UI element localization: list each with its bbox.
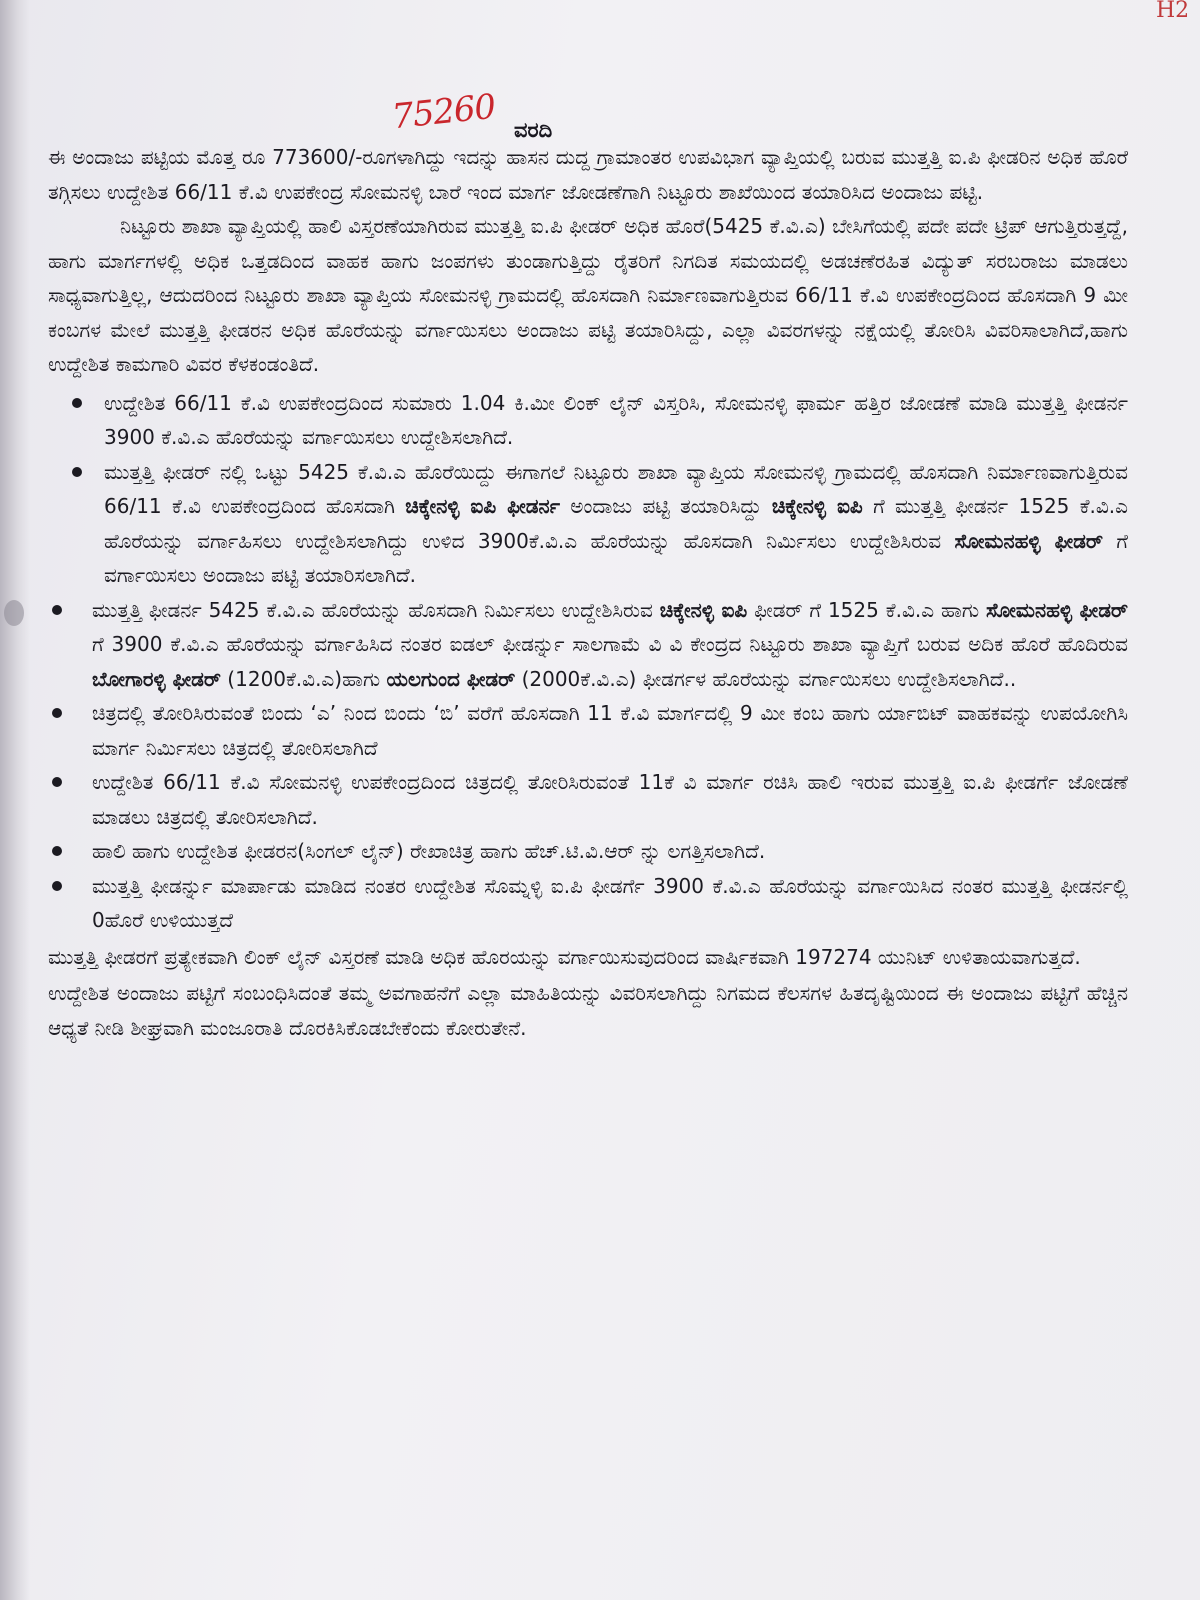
list-item-text: ಉದ್ದೇಶಿತ 66/11 ಕೆ.ವಿ ಸೋಮನಳ್ಳಿ ಉಪಕೇಂದ್ರದಿಂದ ಚಿತ್ರದಲ್ಲಿ ತೋರಿಸಿರುವಂತೆ 11ಕೆ ವಿ ಮಾರ್ಗ ರಚಿಸಿ ಹಾಲಿ ಇರುವ ಮುತ್ತತ್ತಿ ಐ.ಪಿ ಫೀಡರ್ಗೆ ಜೋಡಣೆ ಮಾಡಲು ಚಿತ್ರದಲ್ಲಿ ತೋರಿಸಲಾಗಿದೆ. (92, 770, 1128, 829)
list-item-text: ಮುತ್ತತ್ತಿ ಫೀಡರ್ನ್ನು ಮಾರ್ಪಾಡು ಮಾಡಿದ ನಂತರ ಉದ್ದೇಶಿತ ಸೊಮ್ನಳ್ಳಿ ಐ.ಪಿ ಫೀಡರ್ಗೆ 3900 ಕೆ.ವಿ.ಎ ಹೊರೆಯನ್ನು ವರ್ಗಾಯಿಸಿದ ನಂತರ ಮುತ್ತತ್ತಿ ಫೀಡರ್ನಲ್ಲಿ 0ಹೊರೆ ಉಳಿಯುತ್ತದೆ (92, 873, 1128, 932)
work-details-list (48, 386, 1128, 938)
list-item (48, 386, 1128, 455)
bullet-icon (52, 708, 62, 718)
bullet-icon (52, 777, 62, 787)
list-item-text: (2000ಕೆ.ವಿ.ಎ) ಫೀಡರ್ಗಳ ಹೊರೆಯನ್ನು ವರ್ಗಾಯಿಸಲು ಉದ್ದೇಶಿಸಲಾಗಿದೆ.. (515, 666, 1017, 691)
list-item-text: (1200ಕೆ.ವಿ.ಎ)ಹಾಗು (220, 666, 387, 691)
list-item-text: ಚಿತ್ರದಲ್ಲಿ ತೋರಿಸಿರುವಂತೆ ಬಿಂದು ‘ಎ’ ನಿಂದ ಬಿಂದು ‘ಬಿ’ ವರೆಗೆ ಹೊಸದಾಗಿ 11 ಕೆ.ವಿ ಮಾರ್ಗದಲ್ಲಿ 9 ಮೀ ಕಂಬ ಹಾಗು ರ್ಯಾಬಿಟ್ ವಾಹಕವನ್ನು ಉಪಯೋಗಿಸಿ ಮಾರ್ಗ ನಿರ್ಮಿಸಲು ಚಿತ್ರದಲ್ಲಿ ತೋರಿಸಲಾಗಿದೆ (92, 701, 1128, 760)
document-title: ವರದಿ (514, 118, 553, 142)
bullet-icon (52, 605, 62, 615)
list-item (48, 696, 1128, 765)
list-item-text: ಮುತ್ತತ್ತಿ ಫೀಡರ್ನ 5425 ಕೆ.ವಿ.ಎ ಹೊರೆಯನ್ನು ಹೊಸದಾಗಿ ನಿರ್ಮಿಸಲು ಉದ್ದೇಶಿಸಿರುವ (92, 597, 660, 622)
list-item-text: ಫೀಡರ್ ಗೆ 1525 ಕೆ.ವಿ.ಎ ಹಾಗು (747, 597, 986, 622)
bullet-icon (72, 398, 82, 408)
bold-feeder-name: ಸೋಮನಹಳ್ಳಿ ಫೀಡರ್ (985, 597, 1128, 622)
document-body (48, 140, 1128, 1045)
list-item (48, 869, 1128, 938)
request-paragraph: ಉದ್ದೇಶಿತ ಅಂದಾಜು ಪಟ್ಟಿಗೆ ಸಂಬಂಧಿಸಿದಂತೆ ತಮ್ಮ ಅವಗಾಹನೆಗೆ ಎಲ್ಲಾ ಮಾಹಿತಿಯನ್ನು ವಿವರಿಸಲಾಗಿದ್ದು ನಿಗಮದ ಕೆಲಸಗಳ ಹಿತದೃಷ್ಟಿಯಿಂದ ಈ ಅಂದಾಜು ಪಟ್ಟಿಗೆ ಹೆಚ್ಚಿನ ಆಧ್ಯತೆ ನೀಡಿ ಶೀಘ್ರವಾಗಿ ಮಂಜೂರಾತಿ ದೊರಕಿಸಿಕೊಡಬೇಕೆಂದು ಕೋರುತೇನೆ. (48, 981, 1128, 1040)
punch-hole (4, 600, 24, 626)
list-item (48, 834, 1128, 869)
bold-feeder-name: ಚಿಕ್ಕೇನಳ್ಳಿ ಐಪಿ ಫೀಡರ್ನ (405, 494, 560, 518)
corner-handwritten-mark: H2 (1156, 0, 1190, 23)
list-item-text: ಮುತ್ತತ್ತಿ ಫೀಡರ್ ನಲ್ಲಿ ಒಟ್ಟು 5425 ಕೆ.ವಿ.ಎ ಹೊರೆಯಿದ್ದು ಈಗಾಗಲೆ ನಿಟ್ಟೂರು ಶಾಖಾ ವ್ಯಾಪ್ತಿಯ ಸೋಮನಳ್ಳಿ ಗ್ರಾಮದಲ್ಲಿ ಹೊಸದಾಗಿ ನಿರ್ಮಾಣವಾಗುತ್ತಿರುವ 66/11 ಕೆ.ವಿ ಉಪಕೇಂದ್ರದಿಂದ ಹೊಸದಾಗಿ (104, 459, 1128, 518)
bold-feeder-name: ಚಿಕ್ಕೇನಳ್ಳಿ ಐಪಿ (659, 597, 748, 622)
bullet-icon (72, 467, 82, 477)
list-item-text: ಉದ್ದೇಶಿತ 66/11 ಕೆ.ವಿ ಉಪಕೇಂದ್ರದಿಂದ ಸುಮಾರು 1.04 ಕಿ.ಮೀ ಲಿಂಕ್ ಲೈನ್ ವಿಸ್ತರಿಸಿ, ಸೋಮನಳ್ಳಿ ಫಾರ್ಮ ಹತ್ತಿರ ಜೋಡಣೆ ಮಾಡಿ ಮುತ್ತತ್ತಿ ಫೀಡರ್ನ 3900 ಕೆ.ವಿ.ಎ ಹೊರೆಯನ್ನು ವರ್ಗಾಯಿಸಲು ಉದ್ದೇಶಿಸಲಾಗಿದೆ. (104, 390, 1128, 449)
bold-feeder-name: ಚಿಕ್ಕೇನಳ್ಳಿ ಐಪಿ (771, 494, 863, 518)
list-item (48, 593, 1128, 697)
bullet-icon (52, 846, 62, 856)
list-item-text: ಅಂದಾಜು ಪಟ್ಟಿ ತಯಾರಿಸಿದ್ದು (559, 494, 772, 518)
bold-feeder-name: ಬೋಗಾರಳ್ಳಿ ಫೀಡರ್ (92, 666, 221, 691)
list-item-text: ಗೆ ವರ್ಗಾಯಿಸಲು ಅಂದಾಜು ಪಟ್ಟಿ ತಯಾರಿಸಲಾಗಿದೆ. (104, 528, 1128, 587)
list-item (48, 765, 1128, 834)
savings-paragraph: ಮುತ್ತತ್ತಿ ಫೀಡರಗೆ ಪ್ರತ್ಯೇಕವಾಗಿ ಲಿಂಕ್ ಲೈನ್ ವಿಸ್ತರಣೆ ಮಾಡಿ ಅಧಿಕ ಹೊರಯನ್ನು ವರ್ಗಾಯಿಸುವುದರಿಂದ ವಾರ್ಷಿಕವಾಗಿ 197274 ಯುನಿಟ್ ಉಳಿತಾಯವಾಗುತ್ತದೆ. (48, 944, 1081, 969)
bullet-icon (52, 881, 62, 891)
list-item-text: ಗೆ 3900 ಕೆ.ವಿ.ಎ ಹೊರೆಯನ್ನು ವರ್ಗಾಹಿಸಿದ ನಂತರ ಐಡಲ್ ಫೀಡರ್ನ್ನು ಸಾಲಗಾಮೆ ವಿ ವಿ ಕೇಂದ್ರದ ನಿಟ್ಟೂರು ಶಾಖಾ ವ್ಯಾಪ್ತಿಗೆ ಬರುವ ಅದಿಕ ಹೊರೆ ಹೊದಿರುವ (92, 632, 1128, 656)
handwritten-reference-number: 75260 (390, 86, 497, 138)
intro-paragraph: ಈ ಅಂದಾಜು ಪಟ್ಟಿಯ ಮೊತ್ತ ರೂ 773600/-ರೂಗಳಾಗಿದ್ದು ಇದನ್ನು ಹಾಸನ ದುದ್ದ ಗ್ರಾಮಾಂತರ ಉಪವಿಭಾಗ ವ್ಯಾಪ್ತಿಯಲ್ಲಿ ಬರುವ ಮುತ್ತತ್ತಿ ಐ.ಪಿ ಫೀಡರಿನ ಅಧಿಕ ಹೊರೆ ತಗ್ಗಿಸಲು ಉದ್ದೇಶಿತ 66/11 ಕೆ.ವಿ ಉಪಕೇಂದ್ರ ಸೋಮನಳ್ಳಿ ಬಾರೆ ಇಂದ ಮಾರ್ಗ ಜೋಡಣೆಗಾಗಿ ನಿಟ್ಟೂರು ಶಾಖೆಯಿಂದ ತಯಾರಿಸಿದ ಅಂದಾಜು ಪಟ್ಟಿ. (48, 145, 1128, 204)
list-item-text: ಗೆ ಮುತ್ತತ್ತಿ ಫೀಡರ್ನ 1525 ಕೆ.ವಿ.ಎ ಹೊರೆಯನ್ನು ವರ್ಗಾಹಿಸಲು ಉದ್ದೇಶಿಸಲಾಗಿದ್ದು ಉಳಿದ 3900ಕೆ.ವಿ.ಎ ಹೊರೆಯನ್ನು ಹೊಸದಾಗಿ ನಿರ್ಮಿಸಲು ಉದ್ದೇಶಿಸಿರುವ (104, 494, 1128, 553)
list-item-text: ಹಾಲಿ ಹಾಗು ಉದ್ದೇಶಿತ ಫೀಡರನ(ಸಿಂಗಲ್ ಲೈನ್) ರೇಖಾಚಿತ್ರ ಹಾಗು ಹೆಚ್.ಟಿ.ವಿ.ಆರ್ ನ್ನು ಲಗತ್ತಿಸಲಾಗಿದೆ. (92, 839, 766, 863)
page-edge-shadow (0, 0, 30, 1600)
bold-feeder-name: ಯಲಗುಂದ ಫೀಡರ್ (386, 666, 516, 691)
background-paragraph: ನಿಟ್ಟೂರು ಶಾಖಾ ವ್ಯಾಪ್ತಿಯಲ್ಲಿ ಹಾಲಿ ವಿಸ್ತರಣೆಯಾಗಿರುವ ಮುತ್ತತ್ತಿ ಐ.ಪಿ ಫೀಡರ್ ಅಧಿಕ ಹೊರೆ(5425 ಕೆ.ವಿ.ಎ) ಬೇಸಿಗೆಯಲ್ಲಿ ಪದೇ ಪದೇ ಟ್ರಿಪ್ ಆಗುತ್ತಿರುತ್ತದ್ದೆ, ಹಾಗು ಮಾರ್ಗಗಳಲ್ಲಿ ಅಧಿಕ ಒತ್ತಡದಿಂದ ವಾಹಕ ಹಾಗು ಜಂಪಗಳು ತುಂಡಾಗುತ್ತಿದ್ದು ರೈತರಿಗೆ ನಿಗದಿತ ಸಮಯದಲ್ಲಿ ಅಡಚಣೆರಹಿತ ವಿದ್ಯುತ್ ಸರಬರಾಜು ಮಾಡಲು ಸಾಧ್ಯವಾಗುತ್ತಿಲ್ಲ, ಆದುದರಿಂದ ನಿಟ್ಟೂರು ಶಾಖಾ ವ್ಯಾಪ್ತಿಯ ಸೋಮನಳ್ಳಿ ಗ್ರಾಮದಲ್ಲಿ ಹೊಸದಾಗಿ ನಿರ್ಮಾಣವಾಗುತ್ತಿರುವ 66/11 ಕೆ.ವಿ ಉಪಕೇಂದ್ರದಿಂದ ಹೊಸದಾಗಿ 9 ಮೀ ಕಂಬಗಳ ಮೇಲೆ ಮುತ್ತತ್ತಿ ಫೀಡರನ ಅಧಿಕ ಹೊರೆಯನ್ನು ವರ್ಗಾಯಿಸಲು ಅಂದಾಜು ಪಟ್ಟಿ ತಯಾರಿಸಿದ್ದು, ಎಲ್ಲಾ ವಿವರಗಳನ್ನು ನಕ್ಷೆಯಲ್ಲಿ ತೋರಿಸಿ ವಿವರಿಸಾಲಾಗಿದೆ,ಹಾಗು ಉದ್ದೇಶಿತ ಕಾಮಗಾರಿ ವಿವರ ಕೆಳಕಂಡಂತಿದೆ. (48, 214, 1128, 376)
list-item (48, 455, 1128, 593)
bold-feeder-name: ಸೋಮನಹಳ್ಳಿ ಫೀಡರ್ (954, 528, 1103, 553)
